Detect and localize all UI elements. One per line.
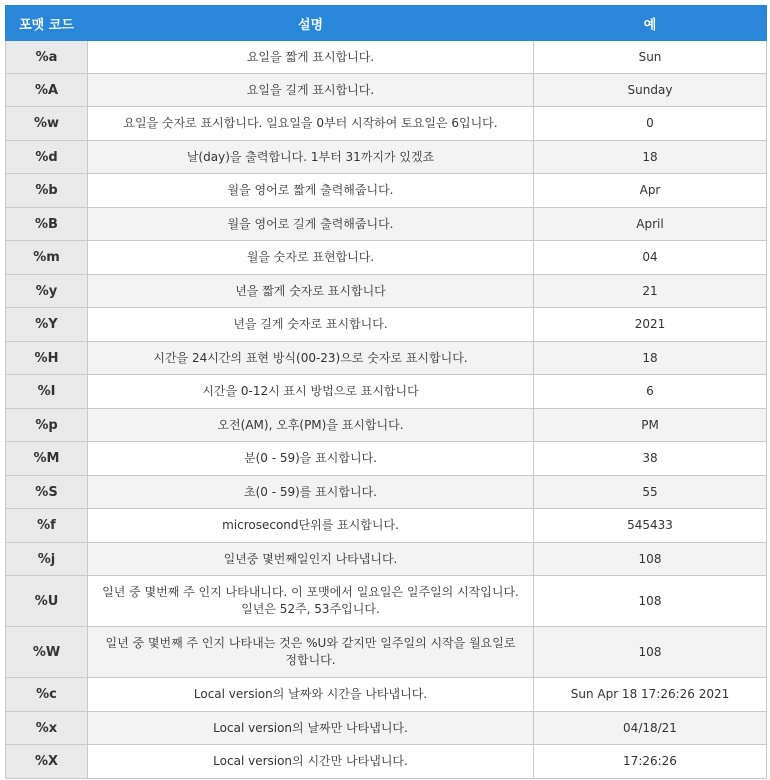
format-code-cell: %j — [6, 543, 88, 576]
table-row — [6, 174, 767, 208]
table-row — [6, 509, 767, 543]
table-row — [6, 375, 767, 409]
description-cell: 년을 짧게 숫자로 표시합니다 — [88, 275, 534, 308]
format-code-cell: %M — [6, 442, 88, 476]
format-code-cell: %S — [6, 476, 88, 509]
table-row — [6, 41, 767, 74]
format-code-cell: %W — [6, 627, 88, 678]
example-cell: 0 — [534, 107, 767, 141]
description-cell: 일년중 몇번째일인지 나타냅니다. — [88, 543, 534, 576]
table-row — [6, 543, 767, 576]
table-body — [6, 41, 767, 779]
description-cell: Local version의 시간만 나타냅니다. — [88, 745, 534, 779]
description-cell: 년을 길게 숫자로 표시합니다. — [88, 308, 534, 342]
description-cell: 오전(AM), 오후(PM)을 표시합니다. — [88, 409, 534, 442]
table-row — [6, 107, 767, 141]
format-code-cell: %X — [6, 745, 88, 779]
table-row — [6, 627, 767, 678]
format-code-cell: %U — [6, 576, 88, 627]
description-cell: 시간을 0-12시 표시 방법으로 표시합니다 — [88, 375, 534, 409]
format-code-cell: %x — [6, 712, 88, 745]
example-cell: 108 — [534, 627, 767, 678]
format-code-cell: %B — [6, 208, 88, 241]
description-cell: 초(0 - 59)를 표시합니다. — [88, 476, 534, 509]
table-row — [6, 275, 767, 308]
table-header-row — [6, 6, 767, 41]
table-row — [6, 745, 767, 779]
description-cell: 월을 영어로 짧게 출력해줍니다. — [88, 174, 534, 208]
example-cell: 6 — [534, 375, 767, 409]
table-row — [6, 409, 767, 442]
table-row — [6, 576, 767, 627]
example-cell: 545433 — [534, 509, 767, 543]
example-cell: 18 — [534, 141, 767, 174]
description-cell: microsecond단위를 표시합니다. — [88, 509, 534, 543]
example-cell: 108 — [534, 543, 767, 576]
example-cell: April — [534, 208, 767, 241]
format-code-cell: %p — [6, 409, 88, 442]
format-code-cell: %Y — [6, 308, 88, 342]
description-cell: Local version의 날짜와 시간을 나타냅니다. — [88, 678, 534, 712]
table-row — [6, 141, 767, 174]
example-cell: 04 — [534, 241, 767, 275]
header-format-code: 포맷 코드 — [6, 6, 88, 41]
header-description: 설명 — [88, 6, 534, 41]
format-code-cell: %H — [6, 342, 88, 375]
example-cell: Sun Apr 18 17:26:26 2021 — [534, 678, 767, 712]
table-row — [6, 476, 767, 509]
format-code-cell: %A — [6, 74, 88, 107]
table-row — [6, 442, 767, 476]
format-code-cell: %m — [6, 241, 88, 275]
format-code-cell: %y — [6, 275, 88, 308]
table-row — [6, 74, 767, 107]
example-cell: 04/18/21 — [534, 712, 767, 745]
example-cell: 21 — [534, 275, 767, 308]
example-cell: 18 — [534, 342, 767, 375]
example-cell: 55 — [534, 476, 767, 509]
description-cell: 일년 중 몇번째 주 인지 나타내니다. 이 포맷에서 일요일은 일주일의 시작입니다. 일년은 52주, 53주입니다. — [88, 576, 534, 627]
example-cell: 17:26:26 — [534, 745, 767, 779]
example-cell: 2021 — [534, 308, 767, 342]
format-code-cell: %c — [6, 678, 88, 712]
table-row — [6, 208, 767, 241]
description-cell: 시간을 24시간의 표현 방식(00-23)으로 숫자로 표시합니다. — [88, 342, 534, 375]
format-code-cell: %d — [6, 141, 88, 174]
table-row — [6, 342, 767, 375]
description-cell: 분(0 - 59)을 표시합니다. — [88, 442, 534, 476]
description-cell: 월을 영어로 길게 출력해줍니다. — [88, 208, 534, 241]
format-code-table — [5, 5, 767, 779]
table-row — [6, 308, 767, 342]
description-cell: 요일을 길게 표시합니다. — [88, 74, 534, 107]
table-row — [6, 678, 767, 712]
header-example: 예 — [534, 6, 767, 41]
example-cell: PM — [534, 409, 767, 442]
description-cell: 월을 숫자로 표현합니다. — [88, 241, 534, 275]
example-cell: 108 — [534, 576, 767, 627]
description-cell: 일년 중 몇번째 주 인지 나타내는 것은 %U와 같지만 일주일의 시작을 월요일로 정합니다. — [88, 627, 534, 678]
table-row — [6, 712, 767, 745]
example-cell: 38 — [534, 442, 767, 476]
description-cell: Local version의 날짜만 나타냅니다. — [88, 712, 534, 745]
description-cell: 날(day)을 출력합니다. 1부터 31까지가 있겠죠 — [88, 141, 534, 174]
example-cell: Sun — [534, 41, 767, 74]
format-code-cell: %b — [6, 174, 88, 208]
example-cell: Apr — [534, 174, 767, 208]
format-code-cell: %a — [6, 41, 88, 74]
format-code-cell: %I — [6, 375, 88, 409]
example-cell: Sunday — [534, 74, 767, 107]
format-code-cell: %f — [6, 509, 88, 543]
description-cell: 요일을 짧게 표시합니다. — [88, 41, 534, 74]
format-code-cell: %w — [6, 107, 88, 141]
table-row — [6, 241, 767, 275]
description-cell: 요일을 숫자로 표시합니다. 일요일을 0부터 시작하여 토요일은 6입니다. — [88, 107, 534, 141]
